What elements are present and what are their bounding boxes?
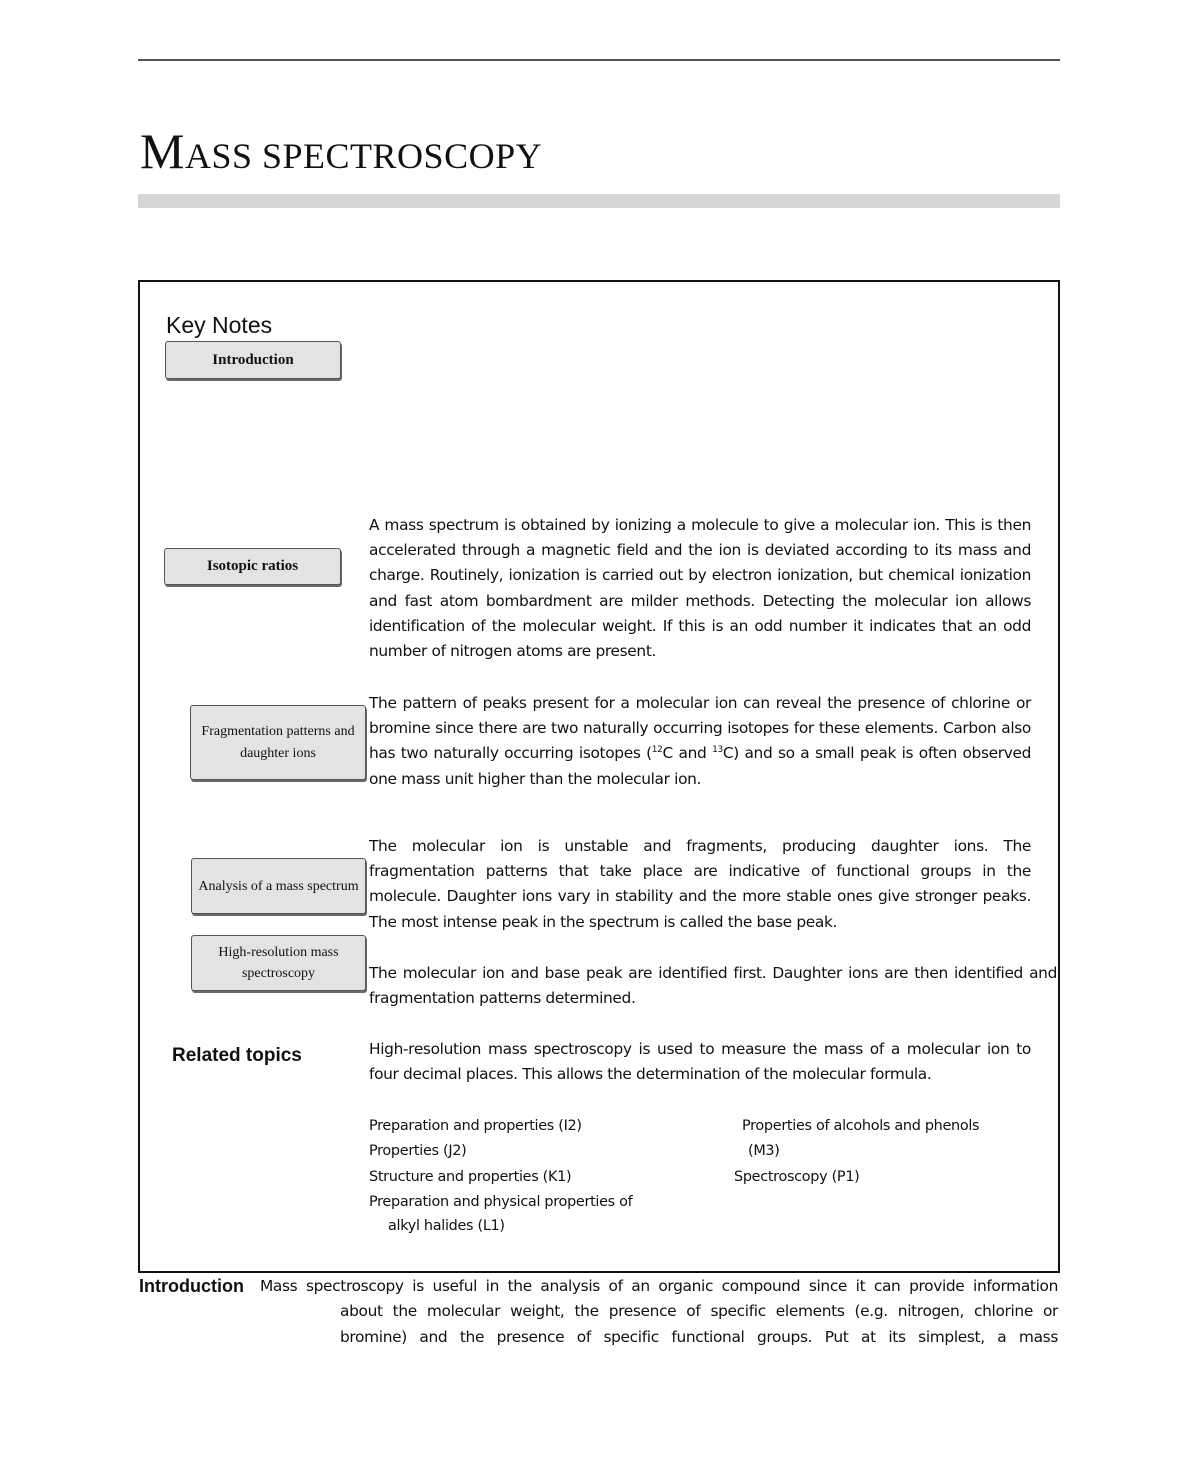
- related-topic: alkyl halides (L1): [388, 1218, 505, 1234]
- related-topic: (M3): [748, 1143, 780, 1159]
- related-topic: Properties of alcohols and phenols: [742, 1118, 980, 1134]
- intro-line-1: Mass spectroscopy is useful in the analysis of an organic compound since it can provide information: [260, 1277, 1058, 1295]
- intro-heading: Introduction: [139, 1276, 244, 1296]
- note-isotopic-sup-12: 12: [651, 745, 663, 756]
- key-notes-heading: Key Notes: [166, 312, 273, 338]
- related-topic: Preparation and physical properties of: [369, 1194, 633, 1210]
- title-initial: M: [140, 123, 185, 179]
- related-topic: Preparation and properties (I2): [369, 1118, 582, 1134]
- note-analysis: The molecular ion and base peak are identified first. Daughter ions are then identified and fragmentation patterns determined.: [369, 964, 1057, 1008]
- related-topics-heading: Related topics: [172, 1045, 302, 1066]
- note-isotopic-text-3: C) and so a small peak is often observed one mass unit higher than the molecular ion.: [369, 744, 1032, 788]
- title-underline-bar: [138, 194, 1060, 208]
- box-isotopic-ratios: Isotopic ratios: [164, 548, 341, 585]
- box-introduction: Introduction: [165, 341, 341, 379]
- page-title: [140, 122, 542, 180]
- box-high-resolution: High-resolution mass spectroscopy: [191, 935, 366, 991]
- title-rest: ASS SPECTROSCOPY: [184, 136, 543, 176]
- related-topic: Properties (J2): [369, 1143, 467, 1159]
- note-high-resolution: High-resolution mass spectroscopy is used to measure the mass of a molecular ion to four decimal places. This allows the determination of the molecular formula.: [369, 1040, 1031, 1084]
- top-rule: [138, 59, 1060, 61]
- note-isotopic-sup-13: 13: [712, 745, 723, 756]
- intro-line-2: about the molecular weight, the presence of specific elements (e.g. nitrogen, chlorine or: [340, 1302, 1058, 1320]
- box-fragmentation-patterns: Fragmentation patterns and daughter ions: [190, 705, 366, 780]
- note-isotopic-text-2: C and: [662, 744, 707, 763]
- note-isotopic-text-1: The pattern of peaks present for a molecular ion can reveal the presence of chlorine or bromine since there are two naturally occurring isotopes for these elements. Carbon also has two naturally occurring isotopes (: [369, 694, 1031, 763]
- note-introduction: A mass spectrum is obtained by ionizing a molecule to give a molecular ion. This is then accelerated through a magnetic field and the ion is deviated according to its mass and charge. Routinely, ionization is carried out by electron ionization, but chemical ionization and fast atom bombardment are milder methods. Detecting the molecular ion allows identification of the molecular weight. If this is an odd number it indicates that an odd number of nitrogen atoms are present.: [369, 516, 1031, 661]
- related-topic: Structure and properties (K1): [369, 1169, 572, 1185]
- related-topic: Spectroscopy (P1): [734, 1169, 860, 1185]
- box-analysis-of-mass-spectrum: Analysis of a mass spectrum: [191, 858, 366, 914]
- note-fragmentation: The molecular ion is unstable and fragments, producing daughter ions. The fragmentation patterns that take place are indicative of functional groups in the molecule. Daughter ions vary in stability and the more stable ones give stronger peaks. The most intense peak in the spectrum is called the base peak.: [369, 837, 1031, 931]
- note-isotopic-ratios: [369, 691, 1031, 792]
- intro-line-3: bromine) and the presence of specific functional groups. Put at its simplest, a mass: [340, 1328, 1058, 1346]
